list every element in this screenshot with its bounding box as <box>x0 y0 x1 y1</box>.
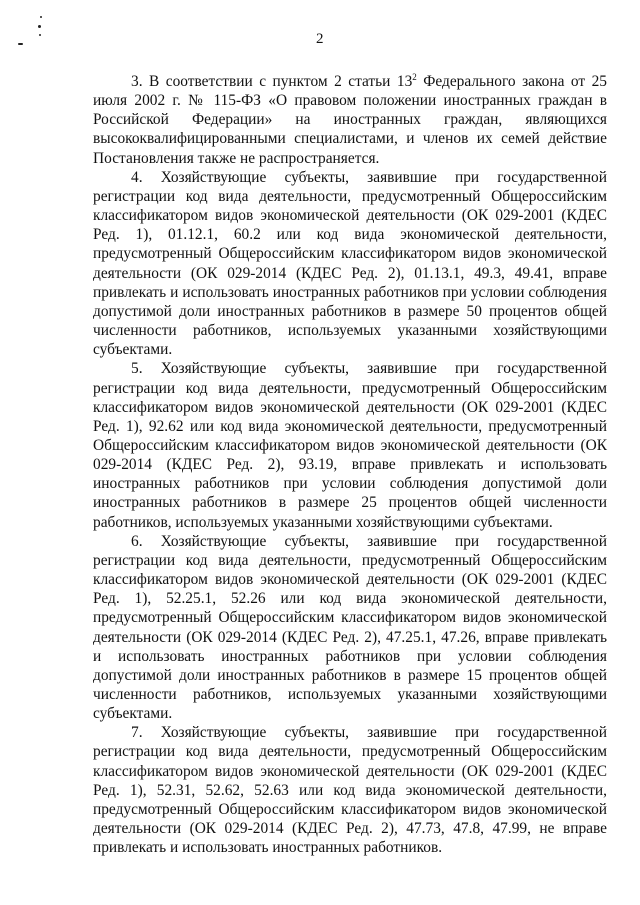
page-number: 2 <box>316 31 324 47</box>
article-superscript: 2 <box>412 72 417 82</box>
paragraph-3-text-start: 3. В соответствии с пунктом 2 статьи 13 <box>131 73 413 90</box>
paragraph-6: 6. Хозяйствующие субъекты, заявившие при государственной регистрации код вида деятельности, предусмотренный Общероссийским классификатором видов экономической деятельности (ОК 029-2001 (КДЕС Ред. 1), 52.25.1, 52.26 или код вида экономической деятельности, предусмотренный Общероссийским классификатором видов экономической деятельности (ОК 029-2014 (КДЕС Ред. 2), 47.25.1, 47.26, вправе привлекать и использовать иностранных работников при условии соблюдения допустимой доли иностранных работников в размере 15 процентов общей численности работников, используемых указанными хозяйствующими субъектами. <box>93 532 607 723</box>
scan-speck <box>40 16 42 18</box>
paragraph-5: 5. Хозяйствующие субъекты, заявившие при государственной регистрации код вида деятельности, предусмотренный Общероссийским классификатором видов экономической деятельности (ОК 029-2001 (КДЕС Ред. 1), 92.62 или код вида экономической деятельности, предусмотренный Общероссийским классификатором видов экономической деятельности (ОК 029-2014 (КДЕС Ред. 2), 93.19, вправе привлекать и использовать иностранных работников при условии соблюдения допустимой доли иностранных работников в размере 25 процентов общей численности работников, используемых указанными хозяйствующими субъектами. <box>93 360 607 531</box>
paragraph-4: 4. Хозяйствующие субъекты, заявившие при государственной регистрации код вида деятельности, предусмотренный Общероссийским классификатором видов экономической деятельности (ОК 029-2001 (КДЕС Ред. 1), 01.12.1, 60.2 или код вида экономической деятельности, предусмотренный Общероссийским классификатором видов экономической деятельности (ОК 029-2014 (КДЕС Ред. 2), 01.13.1, 49.3, 49.41, вправе привлекать и использовать иностранных работников при условии соблюдения допустимой доли иностранных работников в размере 50 процентов общей численности работников, используемых указанными хозяйствующими субъектами. <box>93 168 607 359</box>
paragraph-3 <box>93 72 607 168</box>
scan-speck <box>38 25 41 28</box>
document-body <box>93 72 607 857</box>
paragraph-3-text-end: Федерального закона от 25 июля 2002 г. № 115-ФЗ «О правовом положении иностранных граждан в Российской Федерации» на иностранных граждан, являющихся высококвалифицированными специалистами, и членов их семей действие Постановления также не распространяется. <box>93 73 607 167</box>
paragraph-7: 7. Хозяйствующие субъекты, заявившие при государственной регистрации код вида деятельности, предусмотренный Общероссийским классификатором видов экономической деятельности (ОК 029-2001 (КДЕС Ред. 1), 52.31, 52.62, 52.63 или код вида экономической деятельности, предусмотренный Общероссийским классификатором видов экономической деятельности (ОК 029-2014 (КДЕС Ред. 2), 47.73, 47.8, 47.99, не вправе привлекать и использовать иностранных работников. <box>93 724 607 857</box>
